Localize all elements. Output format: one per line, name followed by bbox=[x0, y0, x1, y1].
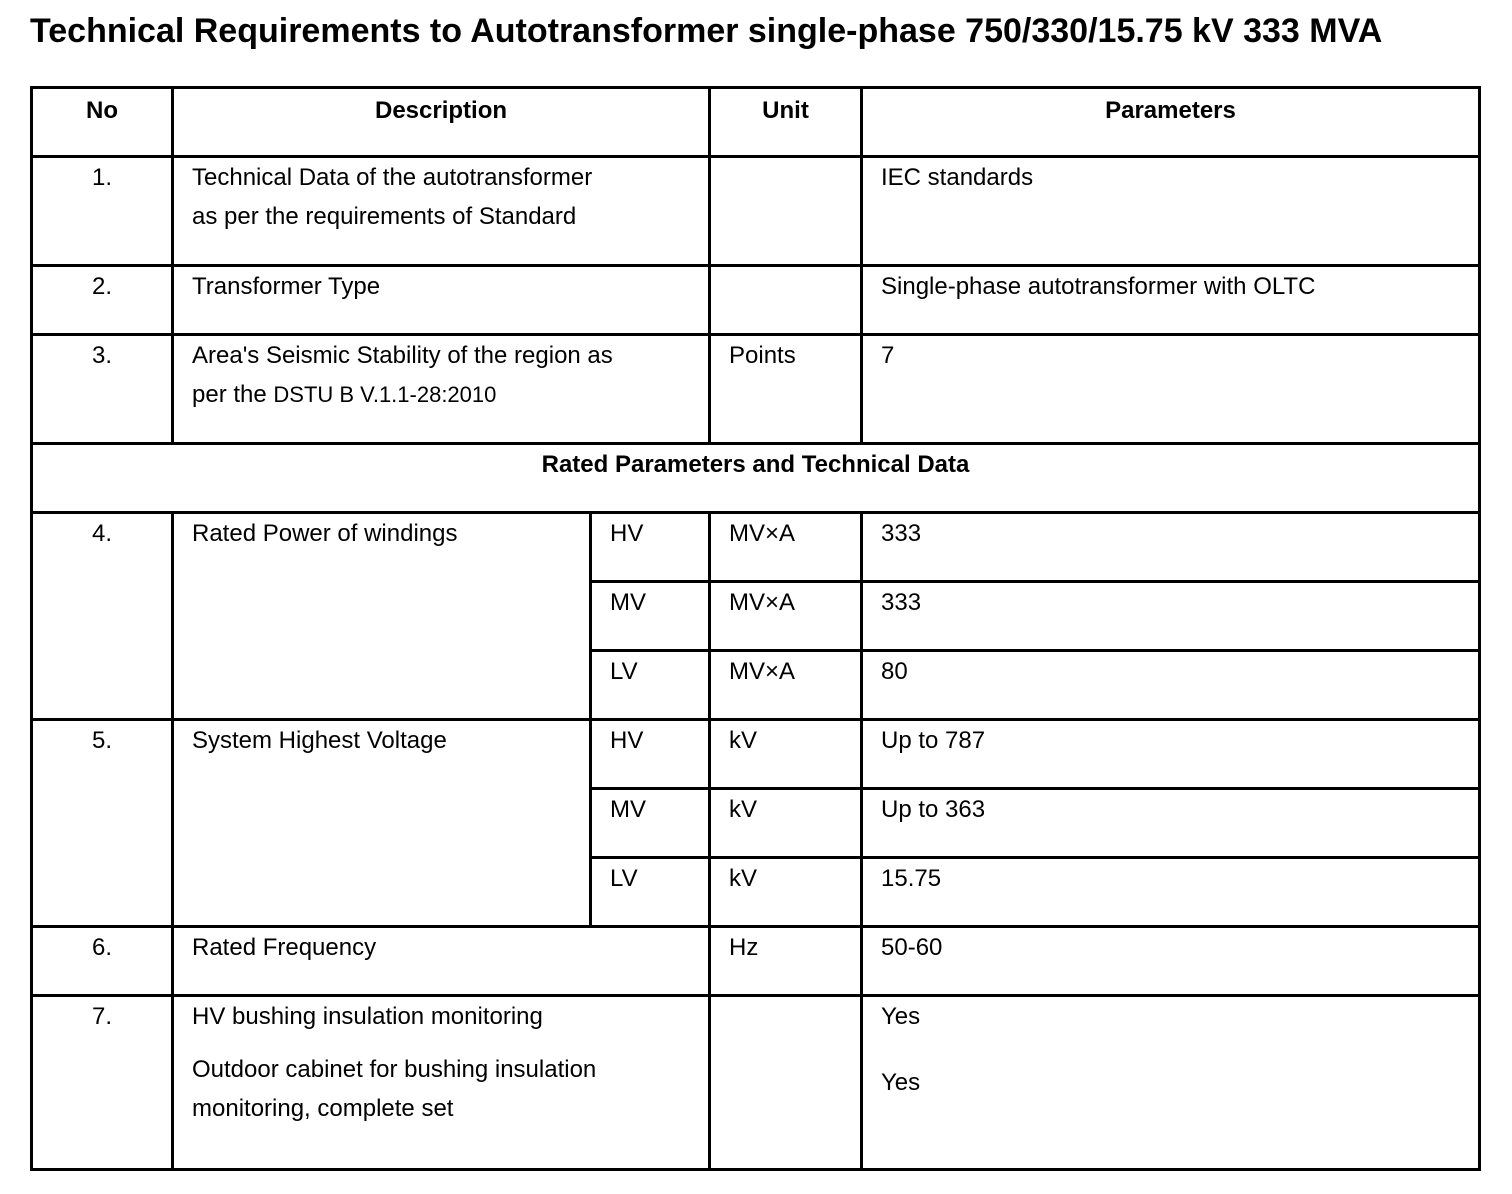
document-title: Technical Requirements to Autotransformer single-phase 750/330/15.75 kV 333 MVA bbox=[30, 12, 1383, 50]
row-parameter: Up to 363 bbox=[862, 789, 1480, 858]
header-unit: Unit bbox=[710, 88, 862, 157]
header-description: Description bbox=[173, 88, 710, 157]
row-unit bbox=[710, 157, 862, 266]
row-number: 1. bbox=[32, 157, 173, 266]
winding-label: HV bbox=[591, 513, 710, 582]
row-parameter: 7 bbox=[862, 335, 1480, 444]
row-parameter: 50-60 bbox=[862, 927, 1480, 996]
row-unit: Points bbox=[710, 335, 862, 444]
row-description bbox=[173, 996, 710, 1170]
parameter-value: Yes bbox=[881, 1069, 921, 1096]
row-number: 5. bbox=[32, 720, 173, 927]
winding-label: LV bbox=[591, 858, 710, 927]
description-line: Outdoor cabinet for bushing insulation bbox=[192, 1056, 597, 1083]
row-parameter: 333 bbox=[862, 582, 1480, 651]
table-row bbox=[32, 335, 1480, 444]
description-line: HV bushing insulation monitoring bbox=[192, 1003, 543, 1030]
row-unit: kV bbox=[710, 858, 862, 927]
winding-label: HV bbox=[591, 720, 710, 789]
section-header-row bbox=[32, 444, 1480, 513]
row-unit: kV bbox=[710, 789, 862, 858]
row-unit bbox=[710, 996, 862, 1170]
description-line-prefix: per the bbox=[192, 381, 274, 408]
row-description bbox=[173, 335, 710, 444]
header-parameters: Parameters bbox=[862, 88, 1480, 157]
row-parameter: 333 bbox=[862, 513, 1480, 582]
row-description: System Highest Voltage bbox=[173, 720, 591, 927]
winding-label: LV bbox=[591, 651, 710, 720]
description-line: monitoring, complete set bbox=[192, 1095, 454, 1122]
table-row bbox=[32, 996, 1480, 1170]
row-parameter: Single-phase autotransformer with OLTC bbox=[862, 266, 1480, 335]
parameter-value: Yes bbox=[881, 1003, 921, 1030]
row-unit: MV×A bbox=[710, 513, 862, 582]
row-unit bbox=[710, 266, 862, 335]
row-description: Rated Frequency bbox=[173, 927, 710, 996]
description-line: Technical Data of the autotransformer bbox=[192, 164, 593, 191]
row-description: Rated Power of windings bbox=[173, 513, 591, 720]
row-parameter: IEC standards bbox=[862, 157, 1480, 266]
row-number: 4. bbox=[32, 513, 173, 720]
table-row bbox=[32, 266, 1480, 335]
row-unit: MV×A bbox=[710, 651, 862, 720]
table-header-row bbox=[32, 88, 1480, 157]
row-number: 3. bbox=[32, 335, 173, 444]
table-row bbox=[32, 720, 1480, 789]
row-number: 6. bbox=[32, 927, 173, 996]
description-line: Area's Seismic Stability of the region as bbox=[192, 342, 613, 369]
winding-label: MV bbox=[591, 582, 710, 651]
row-parameter: 80 bbox=[862, 651, 1480, 720]
row-unit: MV×A bbox=[710, 582, 862, 651]
table-row bbox=[32, 927, 1480, 996]
row-description: Transformer Type bbox=[173, 266, 710, 335]
row-parameter: 15.75 bbox=[862, 858, 1480, 927]
row-unit: Hz bbox=[710, 927, 862, 996]
row-parameter bbox=[862, 996, 1480, 1170]
row-number: 2. bbox=[32, 266, 173, 335]
row-number: 7. bbox=[32, 996, 173, 1170]
standard-reference: DSTU B V.1.1-28:2010 bbox=[273, 382, 497, 407]
row-unit: kV bbox=[710, 720, 862, 789]
requirements-table bbox=[30, 86, 1481, 1171]
header-no: No bbox=[32, 88, 173, 157]
row-parameter: Up to 787 bbox=[862, 720, 1480, 789]
table-row bbox=[32, 513, 1480, 582]
description-line: as per the requirements of Standard bbox=[192, 203, 577, 230]
row-description bbox=[173, 157, 710, 266]
table-row bbox=[32, 157, 1480, 266]
section-title: Rated Parameters and Technical Data bbox=[32, 444, 1480, 513]
winding-label: MV bbox=[591, 789, 710, 858]
